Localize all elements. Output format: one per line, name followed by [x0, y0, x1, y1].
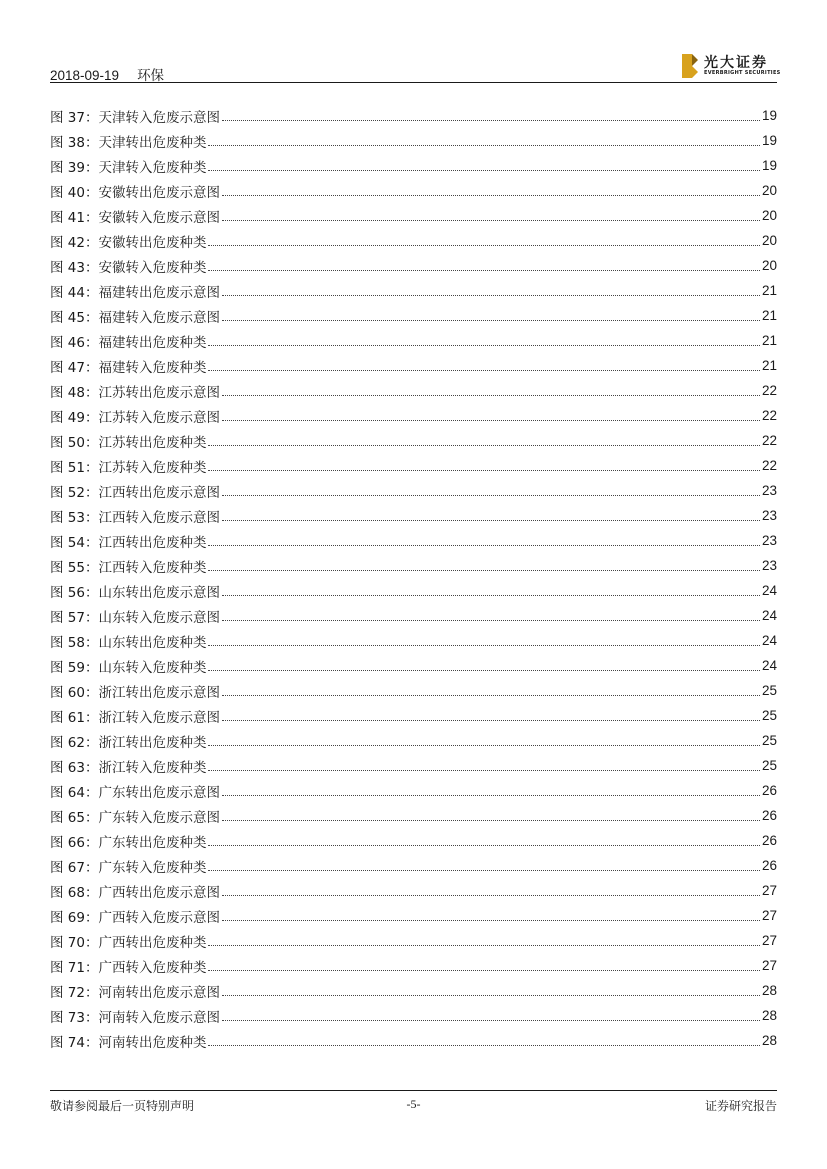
toc-entry[interactable] — [50, 178, 777, 203]
toc-entry[interactable] — [50, 703, 777, 728]
report-category: 环保 — [137, 68, 165, 84]
toc-entry[interactable] — [50, 378, 777, 403]
toc-entry-page: 20 — [761, 258, 777, 273]
toc-entry[interactable] — [50, 428, 777, 453]
footer-divider — [50, 1090, 777, 1091]
header-info — [50, 64, 164, 84]
toc-entry[interactable] — [50, 978, 777, 1003]
toc-entry-label: 图 51：江苏转入危废种类 — [50, 459, 207, 476]
toc-entry-page: 25 — [761, 758, 777, 773]
toc-entry[interactable] — [50, 453, 777, 478]
toc-entry[interactable] — [50, 278, 777, 303]
logo-chinese-name: 光大证券 — [704, 55, 768, 71]
toc-entry-label: 图 68：广西转出危废示意图 — [50, 884, 220, 901]
toc-entry[interactable] — [50, 128, 777, 153]
toc-dot-leader — [208, 970, 759, 971]
toc-entry-page: 27 — [761, 908, 777, 923]
toc-entry-page: 23 — [761, 508, 777, 523]
toc-entry[interactable] — [50, 678, 777, 703]
toc-entry-label: 图 70：广西转出危废种类 — [50, 934, 207, 951]
toc-dot-leader — [222, 495, 760, 496]
toc-entry[interactable] — [50, 728, 777, 753]
toc-dot-leader — [208, 270, 759, 271]
toc-entry-page: 21 — [761, 358, 777, 373]
toc-dot-leader — [222, 420, 760, 421]
toc-entry[interactable] — [50, 153, 777, 178]
toc-dot-leader — [208, 170, 759, 171]
toc-entry-label: 图 73：河南转入危废示意图 — [50, 1009, 220, 1026]
company-logo — [682, 52, 781, 80]
toc-entry-page: 21 — [761, 333, 777, 348]
toc-dot-leader — [222, 295, 760, 296]
toc-dot-leader — [208, 345, 759, 346]
toc-entry-page: 19 — [761, 108, 777, 123]
toc-entry[interactable] — [50, 103, 777, 128]
toc-entry-page: 24 — [761, 583, 777, 598]
toc-dot-leader — [222, 820, 760, 821]
toc-entry[interactable] — [50, 828, 777, 853]
toc-entry[interactable] — [50, 778, 777, 803]
toc-entry-page: 24 — [761, 633, 777, 648]
toc-entry-label: 图 56：山东转出危废示意图 — [50, 584, 220, 601]
toc-entry-label: 图 48：江苏转出危废示意图 — [50, 384, 220, 401]
toc-entry-label: 图 39：天津转入危废种类 — [50, 159, 207, 176]
toc-entry-label: 图 53：江西转入危废示意图 — [50, 509, 220, 526]
toc-entry-page: 26 — [761, 783, 777, 798]
toc-entry-label: 图 40：安徽转出危废示意图 — [50, 184, 220, 201]
toc-dot-leader — [222, 995, 760, 996]
toc-entry-label: 图 43：安徽转入危废种类 — [50, 259, 207, 276]
toc-entry-label: 图 57：山东转入危废示意图 — [50, 609, 220, 626]
toc-entry-label: 图 50：江苏转出危废种类 — [50, 434, 207, 451]
toc-entry-page: 28 — [761, 983, 777, 998]
toc-dot-leader — [222, 220, 760, 221]
report-date: 2018-09-19 — [50, 68, 120, 83]
toc-dot-leader — [222, 320, 760, 321]
toc-dot-leader — [208, 570, 759, 571]
toc-entry-label: 图 45：福建转入危废示意图 — [50, 309, 220, 326]
toc-dot-leader — [222, 1020, 760, 1021]
toc-entry[interactable] — [50, 953, 777, 978]
toc-dot-leader — [222, 795, 760, 796]
toc-entry-page: 20 — [761, 208, 777, 223]
toc-entry-page: 27 — [761, 933, 777, 948]
toc-entry-page: 21 — [761, 308, 777, 323]
toc-entry[interactable] — [50, 253, 777, 278]
toc-entry-label: 图 63：浙江转入危废种类 — [50, 759, 207, 776]
toc-entry[interactable] — [50, 628, 777, 653]
toc-entry[interactable] — [50, 203, 777, 228]
toc-dot-leader — [208, 645, 759, 646]
toc-entry[interactable] — [50, 503, 777, 528]
toc-entry-page: 19 — [761, 158, 777, 173]
toc-entry[interactable] — [50, 653, 777, 678]
toc-entry-page: 23 — [761, 558, 777, 573]
toc-entry-page: 20 — [761, 233, 777, 248]
toc-dot-leader — [208, 445, 759, 446]
toc-entry-page: 23 — [761, 533, 777, 548]
toc-dot-leader — [208, 245, 759, 246]
toc-entry-page: 22 — [761, 458, 777, 473]
toc-entry[interactable] — [50, 1028, 777, 1053]
toc-entry-page: 26 — [761, 858, 777, 873]
toc-dot-leader — [222, 595, 760, 596]
toc-entry[interactable] — [50, 328, 777, 353]
toc-entry[interactable] — [50, 903, 777, 928]
toc-dot-leader — [208, 145, 759, 146]
toc-entry-page: 28 — [761, 1008, 777, 1023]
toc-entry-page: 24 — [761, 658, 777, 673]
toc-entry-label: 图 62：浙江转出危废种类 — [50, 734, 207, 751]
toc-entry-label: 图 37：天津转入危废示意图 — [50, 109, 220, 126]
toc-entry-label: 图 58：山东转出危废种类 — [50, 634, 207, 651]
toc-entry-label: 图 71：广西转入危废种类 — [50, 959, 207, 976]
toc-dot-leader — [208, 670, 759, 671]
footer-disclaimer: 敬请参阅最后一页特别声明 — [50, 1099, 195, 1113]
toc-dot-leader — [222, 620, 760, 621]
toc-entry-label: 图 66：广东转出危废种类 — [50, 834, 207, 851]
toc-entry-label: 图 72：河南转出危废示意图 — [50, 984, 220, 1001]
toc-entry-label: 图 65：广东转入危废示意图 — [50, 809, 220, 826]
toc-entry-page: 22 — [761, 383, 777, 398]
toc-entry-page: 27 — [761, 883, 777, 898]
toc-dot-leader — [208, 745, 759, 746]
toc-entry-page: 28 — [761, 1033, 777, 1048]
toc-entry-page: 22 — [761, 408, 777, 423]
toc-entry[interactable] — [50, 528, 777, 553]
logo-english-name: EVERBRIGHT SECURITIES — [704, 70, 781, 76]
toc-dot-leader — [208, 370, 759, 371]
toc-entry-label: 图 61：浙江转入危废示意图 — [50, 709, 220, 726]
toc-dot-leader — [208, 545, 759, 546]
toc-entry[interactable] — [50, 1003, 777, 1028]
footer-doc-type: 证券研究报告 — [704, 1099, 777, 1113]
toc-entry-label: 图 60：浙江转出危废示意图 — [50, 684, 220, 701]
toc-entry-page: 22 — [761, 433, 777, 448]
toc-dot-leader — [222, 520, 760, 521]
toc-entry[interactable] — [50, 228, 777, 253]
toc-entry-label: 图 47：福建转入危废种类 — [50, 359, 207, 376]
toc-entry[interactable] — [50, 753, 777, 778]
toc-entry[interactable] — [50, 928, 777, 953]
toc-dot-leader — [208, 945, 759, 946]
toc-entry[interactable] — [50, 553, 777, 578]
toc-entry-page: 20 — [761, 183, 777, 198]
toc-entry-page: 21 — [761, 283, 777, 298]
toc-entry-page: 24 — [761, 608, 777, 623]
toc-dot-leader — [222, 395, 760, 396]
toc-entry-label: 图 52：江西转出危废示意图 — [50, 484, 220, 501]
toc-entry-page: 26 — [761, 808, 777, 823]
toc-dot-leader — [208, 470, 759, 471]
figure-index-list — [50, 103, 777, 1053]
toc-dot-leader — [208, 1045, 759, 1046]
toc-dot-leader — [222, 895, 760, 896]
toc-entry[interactable] — [50, 603, 777, 628]
toc-entry-label: 图 41：安徽转入危废示意图 — [50, 209, 220, 226]
page-header — [50, 52, 781, 84]
toc-dot-leader — [222, 920, 760, 921]
toc-entry[interactable] — [50, 303, 777, 328]
toc-entry-label: 图 69：广西转入危废示意图 — [50, 909, 220, 926]
toc-entry-label: 图 64：广东转出危废示意图 — [50, 784, 220, 801]
toc-entry-label: 图 59：山东转入危废种类 — [50, 659, 207, 676]
toc-dot-leader — [208, 845, 759, 846]
header-divider — [50, 82, 777, 83]
toc-dot-leader — [222, 120, 760, 121]
toc-entry-label: 图 54：江西转出危废种类 — [50, 534, 207, 551]
toc-entry-page: 25 — [761, 683, 777, 698]
logo-mark-icon — [682, 54, 698, 78]
toc-dot-leader — [208, 770, 759, 771]
footer-page-number: -5- — [406, 1097, 421, 1111]
toc-entry-label: 图 74：河南转出危废种类 — [50, 1034, 207, 1051]
toc-entry-label: 图 55：江西转入危废种类 — [50, 559, 207, 576]
toc-entry-label: 图 38：天津转出危废种类 — [50, 134, 207, 151]
toc-entry-label: 图 49：江苏转入危废示意图 — [50, 409, 220, 426]
toc-entry-page: 27 — [761, 958, 777, 973]
toc-entry-label: 图 42：安徽转出危废种类 — [50, 234, 207, 251]
toc-dot-leader — [208, 870, 759, 871]
toc-entry[interactable] — [50, 578, 777, 603]
toc-entry-page: 25 — [761, 708, 777, 723]
toc-entry[interactable] — [50, 878, 777, 903]
toc-entry-label: 图 44：福建转出危废示意图 — [50, 284, 220, 301]
toc-dot-leader — [222, 720, 760, 721]
toc-entry[interactable] — [50, 353, 777, 378]
toc-dot-leader — [222, 195, 760, 196]
toc-entry-page: 19 — [761, 133, 777, 148]
toc-entry-label: 图 46：福建转出危废种类 — [50, 334, 207, 351]
toc-entry[interactable] — [50, 803, 777, 828]
toc-entry[interactable] — [50, 478, 777, 503]
toc-entry[interactable] — [50, 403, 777, 428]
toc-dot-leader — [222, 695, 760, 696]
toc-entry-page: 25 — [761, 733, 777, 748]
toc-entry-label: 图 67：广东转入危废种类 — [50, 859, 207, 876]
toc-entry[interactable] — [50, 853, 777, 878]
toc-entry-page: 26 — [761, 833, 777, 848]
toc-entry-page: 23 — [761, 483, 777, 498]
